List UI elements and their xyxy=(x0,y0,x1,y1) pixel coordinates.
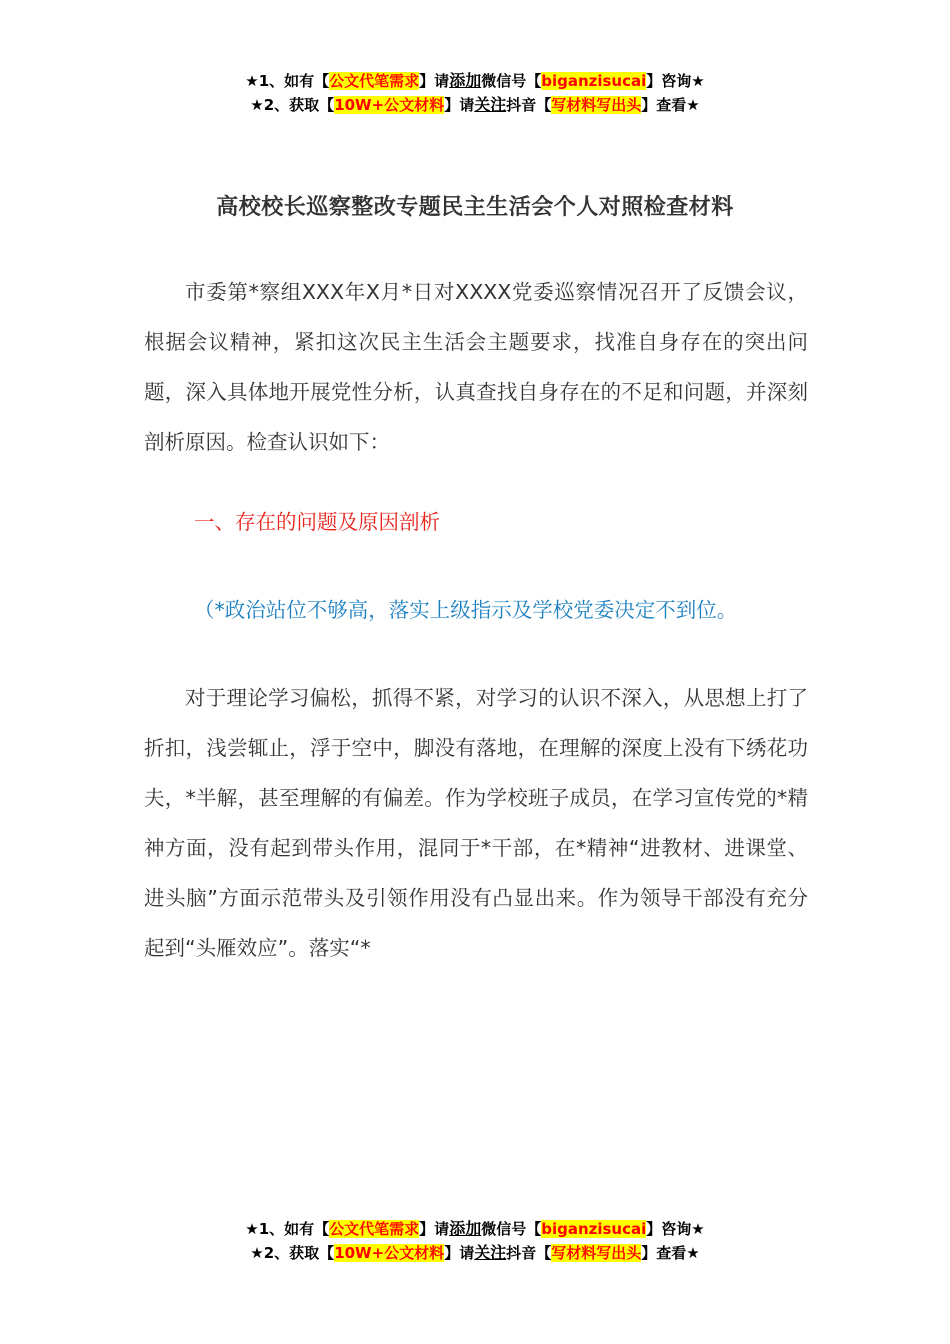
promo-douyin-id: 写材料写出头 xyxy=(551,96,642,114)
promo-text: 抖音【 xyxy=(506,1244,552,1262)
promo-highlight: 10W+公文材料 xyxy=(334,96,445,114)
subsection-heading: （*政治站位不够高，落实上级指示及学校党委决定不到位。 xyxy=(194,598,738,622)
document-title: 高校校长巡察整改专题民主生活会个人对照检查材料 xyxy=(216,195,734,220)
promo-text: ★2、获取【 xyxy=(250,1244,335,1262)
promo-text: 】请 xyxy=(444,96,475,114)
promo-text: 抖音【 xyxy=(506,96,552,114)
promo-text: ★1、如有【 xyxy=(245,72,330,90)
promo-wechat-id: biganzisucai xyxy=(541,72,647,90)
intro-paragraph: 市委第*察组XXX年X月*日对XXXX党委巡察情况召开了反馈会议，根据会议精神，紧扣这次民主生活会主题要求，找准自身存在的突出问题，深入具体地开展党性分析，认真查找自身存在的不足和问题，并深刻剖析原因。检查认识如下： xyxy=(144,280,808,454)
top-promo-banner xyxy=(0,69,950,117)
promo-line-1 xyxy=(0,69,950,93)
promo-line-1 xyxy=(0,1217,950,1241)
promo-highlight: 公文代笔需求 xyxy=(329,1220,420,1238)
promo-highlight: 公文代笔需求 xyxy=(329,72,420,90)
promo-text: 】查看★ xyxy=(641,1244,700,1262)
promo-emphasis: 添加 xyxy=(449,1219,482,1238)
promo-emphasis: 添加 xyxy=(449,71,482,90)
promo-line-2 xyxy=(0,1241,950,1265)
promo-text: 】查看★ xyxy=(641,96,700,114)
promo-wechat-id: biganzisucai xyxy=(541,1220,647,1238)
promo-douyin-id: 写材料写出头 xyxy=(551,1244,642,1262)
promo-text: ★2、获取【 xyxy=(250,96,335,114)
promo-highlight: 10W+公文材料 xyxy=(334,1244,445,1262)
section-heading: 一、存在的问题及原因剖析 xyxy=(194,510,440,534)
promo-emphasis: 关注 xyxy=(474,1243,507,1262)
promo-line-2 xyxy=(0,93,950,117)
promo-text: ★1、如有【 xyxy=(245,1220,330,1238)
promo-text: 】咨询★ xyxy=(646,72,705,90)
promo-text: 】请 xyxy=(419,1220,450,1238)
body-paragraph: 对于理论学习偏松，抓得不紧，对学习的认识不深入，从思想上打了折扣，浅尝辄止，浮于空中，脚没有落地，在理解的深度上没有下绣花功夫，*半解，甚至理解的有偏差。作为学校班子成员，在学习宣传党的*精神方面，没有起到带头作用，混同于*干部，在*精神“进教材、进课堂、进头脑”方面示范带头及引领作用没有凸显出来。作为领导干部没有充分起到“头雁效应”。落实“* xyxy=(144,686,808,960)
promo-text: 】咨询★ xyxy=(646,1220,705,1238)
promo-text: 】请 xyxy=(444,1244,475,1262)
promo-text: 】请 xyxy=(419,72,450,90)
promo-emphasis: 关注 xyxy=(474,95,507,114)
promo-text: 微信号【 xyxy=(481,72,542,90)
promo-text: 微信号【 xyxy=(481,1220,542,1238)
bottom-promo-banner xyxy=(0,1217,950,1265)
